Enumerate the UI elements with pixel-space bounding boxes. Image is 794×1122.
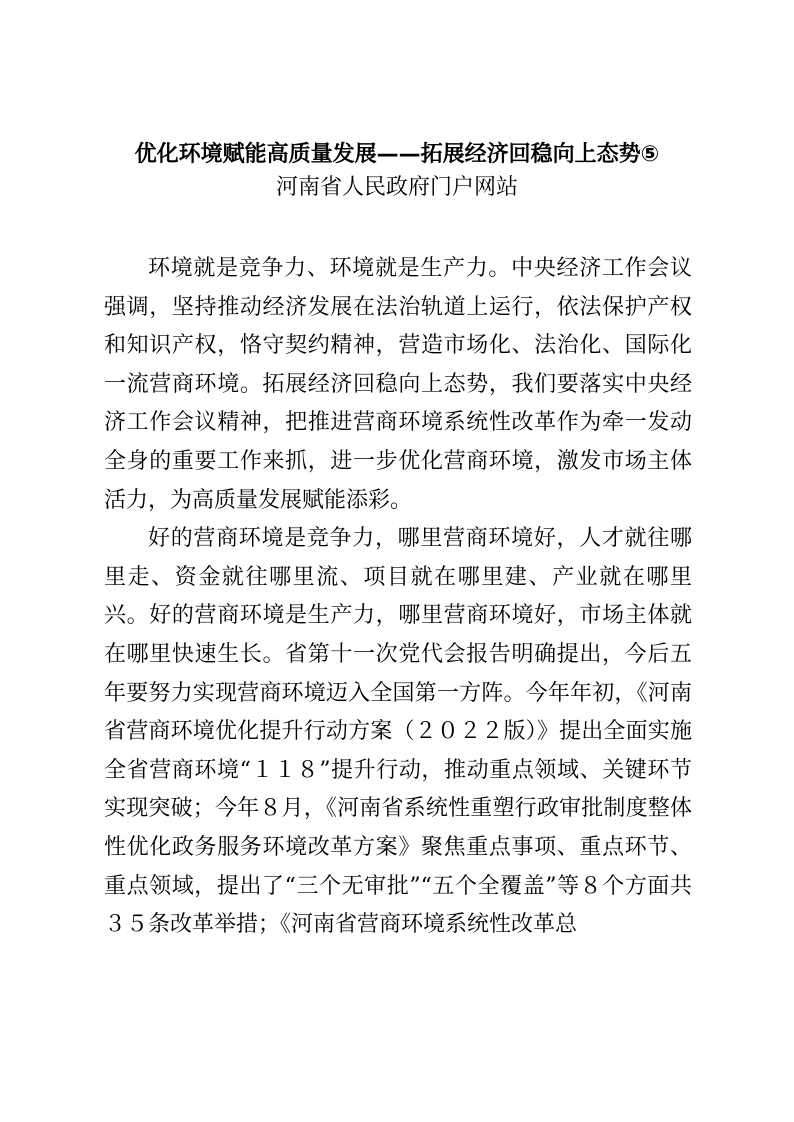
document-title: 优化环境赋能高质量发展——拓展经济回稳向上态势⑤ [134, 142, 660, 167]
paragraph-2: 好的营商环境是竞争力，哪里营商环境好，人才就往哪里走、资金就往哪里流、项目就在哪里建、产业就在哪里兴。好的营商环境是生产力，哪里营商环境好，市场主体就在哪里快速生长。省第十一次党代会报告明确提出，今后五年要努力实现营商环境迈入全国第一方阵。今年年初，《河南省营商环境优化提升行动方案（２０２２版）》提出全面实施全省营商环境“１１８”提升行动，推动重点领域、关键环节实现突破；今年８月，《河南省系统性重塑行政审批制度整体性优化政务服务环境改革方案》聚焦重点事项、重点环节、重点领域，提出了“三个无审批”“五个全覆盖”等８个方面共３５条改革举措；《河南省营商环境系统性改革总 [104, 526, 692, 938]
document-body [104, 250, 692, 945]
document-source: 河南省人民政府门户网站 [275, 175, 518, 200]
paragraph-1: 环境就是竞争力、环境就是生产力。中央经济工作会议强调，坚持推动经济发展在法治轨道上运行，依法保护产权和知识产权，恪守契约精神，营造市场化、法治化、国际化一流营商环境。拓展经济回稳向上态势，我们要落实中央经济工作会议精神，把推进营商环境系统性改革作为牵一发动全身的重要工作来抓，进一步优化营商环境，激发市场主体活力，为高质量发展赋能添彩。 [104, 256, 692, 513]
